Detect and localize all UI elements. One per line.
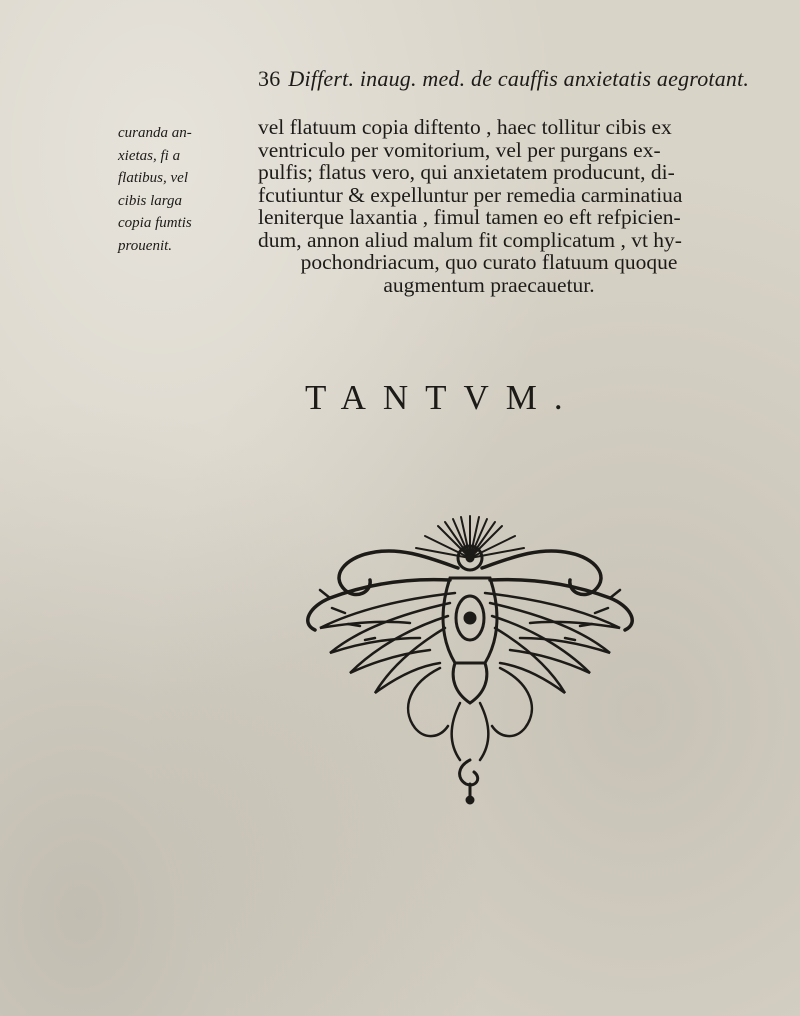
marginal-line: copia fumtis [118,215,192,231]
marginal-line: cibis larga [118,192,183,209]
marginal-note [118,122,253,257]
body-line: augmentum praecauetur. [383,272,595,297]
body-line: leniterque laxantia , fimul tamen eo eft refpicien- [258,205,681,229]
marginal-line: flatibus, vel [118,170,188,186]
body-line: pulfis; flatus vero, qui anxietatem producunt, di- [258,160,675,184]
closing-word: TANTVM. [305,378,580,417]
body-line: ventriculo per vomitorium, vel per purgans ex- [258,137,661,162]
marginal-line: xietas, fi a [118,147,181,164]
body-line: fcutiuntur & expelluntur per remedia carminatiua [258,182,683,207]
running-header [258,66,749,92]
marginal-line: prouenit. [118,237,173,254]
body-line: vel flatuum copia diftento , haec tollitur cibis ex [258,115,672,139]
body-line: pochondriacum, quo curato flatuum quoque [300,250,678,274]
body-paragraph [258,116,798,296]
marginal-line: curanda an- [118,125,192,141]
floral-tailpiece-ornament-icon [290,498,650,813]
body-line: dum, annon aliud malum fit complicatum , vt hy- [258,227,682,252]
page-number: 36 [258,66,281,91]
running-title: Differt. inaug. med. de cauffis anxietatis aegrotant. [288,66,750,91]
